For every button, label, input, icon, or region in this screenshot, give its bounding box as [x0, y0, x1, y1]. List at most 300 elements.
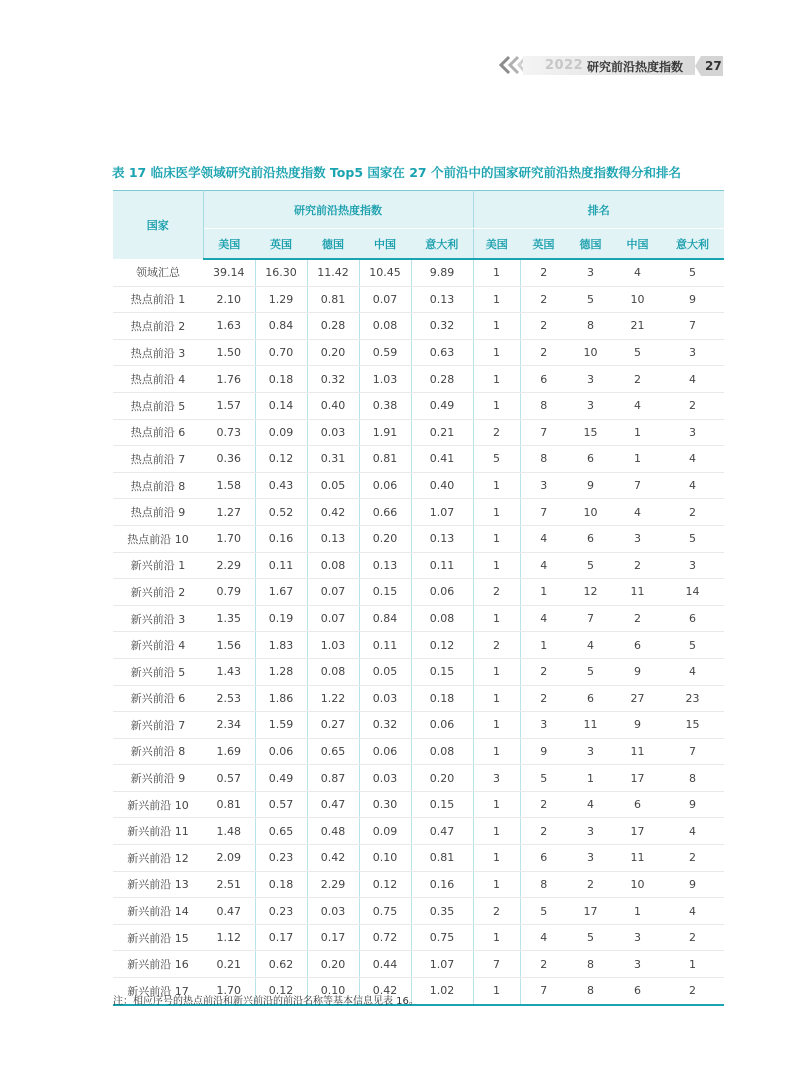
rank-cell: 1	[473, 552, 520, 579]
rank-cell: 7	[520, 978, 567, 1005]
rank-cell: 1	[473, 791, 520, 818]
score-cell: 0.06	[359, 738, 411, 765]
rank-country-header: 美国	[473, 229, 520, 260]
rank-country-header: 德国	[567, 229, 614, 260]
rank-cell: 11	[567, 712, 614, 739]
score-cell: 11.42	[307, 259, 359, 286]
rank-cell: 1	[520, 579, 567, 606]
table-body	[113, 259, 724, 1005]
score-cell: 0.62	[255, 951, 307, 978]
table-row	[113, 259, 724, 286]
score-cell: 0.35	[411, 898, 473, 925]
rank-cell: 1	[473, 978, 520, 1005]
row-label: 新兴前沿 4	[113, 632, 203, 659]
table-row	[113, 472, 724, 499]
table-row	[113, 392, 724, 419]
table-row	[113, 685, 724, 712]
score-cell: 2.10	[203, 286, 255, 313]
rank-cell: 6	[520, 366, 567, 393]
score-cell: 1.27	[203, 499, 255, 526]
rank-cell: 8	[520, 392, 567, 419]
score-cell: 0.03	[359, 765, 411, 792]
score-cell: 0.38	[359, 392, 411, 419]
score-cell: 0.13	[307, 525, 359, 552]
score-cell: 1.56	[203, 632, 255, 659]
rank-cell: 7	[520, 499, 567, 526]
table-row	[113, 818, 724, 845]
row-label: 新兴前沿 15	[113, 924, 203, 951]
rank-cell: 9	[614, 712, 661, 739]
score-cell: 1.69	[203, 738, 255, 765]
score-cell: 0.20	[307, 339, 359, 366]
rank-cell: 17	[614, 818, 661, 845]
rank-cell: 4	[614, 259, 661, 286]
rank-cell: 3	[567, 392, 614, 419]
rank-cell: 2	[520, 313, 567, 340]
score-cell: 0.09	[255, 419, 307, 446]
row-label: 热点前沿 1	[113, 286, 203, 313]
score-cell: 0.10	[359, 845, 411, 872]
score-cell: 1.03	[307, 632, 359, 659]
table-row	[113, 951, 724, 978]
score-cell: 1.43	[203, 658, 255, 685]
table-row	[113, 632, 724, 659]
score-cell: 0.08	[307, 552, 359, 579]
running-header	[497, 52, 725, 78]
table-row	[113, 579, 724, 606]
score-cell: 0.08	[359, 313, 411, 340]
rank-cell: 4	[614, 499, 661, 526]
rank-cell: 8	[567, 978, 614, 1005]
rank-cell: 1	[567, 765, 614, 792]
score-cell: 0.40	[411, 472, 473, 499]
score-cell: 0.49	[411, 392, 473, 419]
score-cell: 0.47	[203, 898, 255, 925]
score-country-header: 中国	[359, 229, 411, 260]
score-cell: 0.49	[255, 765, 307, 792]
score-cell: 0.08	[411, 605, 473, 632]
rank-cell: 6	[567, 525, 614, 552]
rank-cell: 1	[473, 605, 520, 632]
score-cell: 0.23	[255, 845, 307, 872]
rank-group-header: 排名	[473, 191, 724, 229]
row-label: 热点前沿 9	[113, 499, 203, 526]
rank-cell: 4	[661, 446, 724, 473]
table-row	[113, 791, 724, 818]
rank-cell: 4	[520, 552, 567, 579]
rank-cell: 6	[567, 685, 614, 712]
score-cell: 0.32	[307, 366, 359, 393]
score-country-header: 英国	[255, 229, 307, 260]
table-row	[113, 738, 724, 765]
rank-cell: 1	[473, 366, 520, 393]
row-label: 新兴前沿 17	[113, 978, 203, 1005]
rank-cell: 23	[661, 685, 724, 712]
rank-cell: 9	[661, 791, 724, 818]
row-label: 新兴前沿 16	[113, 951, 203, 978]
row-label: 热点前沿 5	[113, 392, 203, 419]
score-cell: 1.70	[203, 525, 255, 552]
score-cell: 1.58	[203, 472, 255, 499]
score-cell: 0.20	[411, 765, 473, 792]
score-cell: 0.07	[307, 605, 359, 632]
row-label: 热点前沿 3	[113, 339, 203, 366]
row-label: 新兴前沿 7	[113, 712, 203, 739]
rank-cell: 2	[661, 499, 724, 526]
data-table	[113, 190, 724, 1006]
rank-cell: 7	[520, 419, 567, 446]
score-cell: 0.07	[307, 579, 359, 606]
score-cell: 0.57	[203, 765, 255, 792]
row-label: 新兴前沿 10	[113, 791, 203, 818]
rank-cell: 4	[661, 472, 724, 499]
rank-cell: 2	[614, 605, 661, 632]
score-cell: 0.09	[359, 818, 411, 845]
score-country-header: 德国	[307, 229, 359, 260]
score-cell: 0.12	[359, 871, 411, 898]
row-label: 新兴前沿 14	[113, 898, 203, 925]
score-cell: 0.18	[255, 871, 307, 898]
rank-cell: 5	[473, 446, 520, 473]
rank-cell: 2	[473, 419, 520, 446]
row-label: 热点前沿 6	[113, 419, 203, 446]
score-cell: 0.17	[307, 924, 359, 951]
rank-cell: 3	[614, 951, 661, 978]
score-cell: 0.06	[255, 738, 307, 765]
rank-cell: 1	[473, 712, 520, 739]
rank-cell: 3	[661, 552, 724, 579]
score-country-header: 美国	[203, 229, 255, 260]
score-cell: 0.81	[307, 286, 359, 313]
rank-cell: 5	[520, 898, 567, 925]
score-cell: 0.48	[307, 818, 359, 845]
row-label: 新兴前沿 6	[113, 685, 203, 712]
rank-cell: 1	[473, 924, 520, 951]
score-cell: 0.32	[411, 313, 473, 340]
score-cell: 0.11	[359, 632, 411, 659]
rank-cell: 8	[567, 951, 614, 978]
rank-country-header: 英国	[520, 229, 567, 260]
rank-cell: 21	[614, 313, 661, 340]
rank-cell: 3	[661, 419, 724, 446]
table-row	[113, 286, 724, 313]
table-row	[113, 525, 724, 552]
rank-cell: 5	[567, 552, 614, 579]
score-cell: 1.35	[203, 605, 255, 632]
score-cell: 1.91	[359, 419, 411, 446]
rank-cell: 2	[567, 871, 614, 898]
table-row	[113, 712, 724, 739]
score-cell: 39.14	[203, 259, 255, 286]
rank-cell: 9	[520, 738, 567, 765]
rank-cell: 1	[473, 499, 520, 526]
score-cell: 0.08	[411, 738, 473, 765]
score-cell: 0.59	[359, 339, 411, 366]
table-row	[113, 339, 724, 366]
score-cell: 0.11	[255, 552, 307, 579]
table-row	[113, 658, 724, 685]
rank-cell: 2	[614, 552, 661, 579]
score-cell: 0.65	[307, 738, 359, 765]
rank-cell: 8	[567, 313, 614, 340]
rank-cell: 7	[473, 951, 520, 978]
score-cell: 10.45	[359, 259, 411, 286]
rank-cell: 2	[473, 632, 520, 659]
score-cell: 0.73	[203, 419, 255, 446]
score-cell: 0.79	[203, 579, 255, 606]
score-cell: 1.76	[203, 366, 255, 393]
rank-cell: 17	[567, 898, 614, 925]
row-label: 新兴前沿 11	[113, 818, 203, 845]
rank-cell: 8	[520, 446, 567, 473]
score-cell: 0.42	[307, 499, 359, 526]
rank-cell: 2	[520, 339, 567, 366]
score-country-header: 意大利	[411, 229, 473, 260]
rank-cell: 4	[520, 605, 567, 632]
score-cell: 0.18	[255, 366, 307, 393]
score-cell: 0.87	[307, 765, 359, 792]
table-row	[113, 446, 724, 473]
rank-cell: 2	[473, 898, 520, 925]
rank-cell: 10	[567, 499, 614, 526]
score-cell: 2.09	[203, 845, 255, 872]
score-cell: 2.53	[203, 685, 255, 712]
score-cell: 1.59	[255, 712, 307, 739]
score-cell: 0.44	[359, 951, 411, 978]
score-cell: 16.30	[255, 259, 307, 286]
score-cell: 0.15	[411, 658, 473, 685]
score-group-header: 研究前沿热度指数	[203, 191, 473, 229]
row-label: 热点前沿 4	[113, 366, 203, 393]
table-row	[113, 845, 724, 872]
rank-cell: 9	[567, 472, 614, 499]
rank-cell: 7	[661, 738, 724, 765]
table-row	[113, 366, 724, 393]
score-cell: 0.65	[255, 818, 307, 845]
score-cell: 0.42	[359, 978, 411, 1005]
row-label: 新兴前沿 8	[113, 738, 203, 765]
table-row	[113, 605, 724, 632]
header-year: 2022	[545, 58, 584, 73]
score-cell: 0.75	[411, 924, 473, 951]
score-cell: 0.27	[307, 712, 359, 739]
row-label: 热点前沿 2	[113, 313, 203, 340]
row-label: 新兴前沿 5	[113, 658, 203, 685]
rank-cell: 2	[473, 579, 520, 606]
score-cell: 0.06	[359, 472, 411, 499]
score-cell: 0.11	[411, 552, 473, 579]
rank-cell: 12	[567, 579, 614, 606]
rank-cell: 8	[661, 765, 724, 792]
score-cell: 0.75	[359, 898, 411, 925]
table-footnote: 注：相应序号的热点前沿和新兴前沿的前沿名称等基本信息见表 16。	[113, 996, 419, 1007]
score-cell: 0.17	[255, 924, 307, 951]
rank-cell: 7	[614, 472, 661, 499]
score-cell: 1.50	[203, 339, 255, 366]
score-cell: 0.30	[359, 791, 411, 818]
rank-cell: 6	[567, 446, 614, 473]
rank-cell: 1	[473, 286, 520, 313]
score-cell: 0.12	[255, 446, 307, 473]
score-cell: 0.13	[411, 525, 473, 552]
rank-cell: 10	[614, 871, 661, 898]
rank-cell: 1	[473, 871, 520, 898]
score-cell: 0.52	[255, 499, 307, 526]
rank-cell: 4	[661, 366, 724, 393]
score-cell: 1.28	[255, 658, 307, 685]
rank-cell: 6	[661, 605, 724, 632]
rank-cell: 9	[661, 286, 724, 313]
score-cell: 0.18	[411, 685, 473, 712]
rank-country-header: 中国	[614, 229, 661, 260]
score-cell: 0.15	[411, 791, 473, 818]
rank-cell: 3	[567, 366, 614, 393]
score-cell: 2.34	[203, 712, 255, 739]
rank-cell: 14	[661, 579, 724, 606]
rank-cell: 4	[661, 898, 724, 925]
score-cell: 1.02	[411, 978, 473, 1005]
score-cell: 0.36	[203, 446, 255, 473]
rank-cell: 1	[473, 313, 520, 340]
row-label: 热点前沿 10	[113, 525, 203, 552]
rank-cell: 1	[473, 472, 520, 499]
score-cell: 0.47	[411, 818, 473, 845]
score-cell: 0.16	[255, 525, 307, 552]
score-cell: 0.28	[411, 366, 473, 393]
score-cell: 0.13	[411, 286, 473, 313]
score-cell: 0.06	[411, 712, 473, 739]
rank-cell: 2	[520, 951, 567, 978]
rank-cell: 2	[661, 924, 724, 951]
row-label: 热点前沿 8	[113, 472, 203, 499]
row-label: 新兴前沿 1	[113, 552, 203, 579]
score-cell: 0.81	[411, 845, 473, 872]
score-cell: 0.57	[255, 791, 307, 818]
country-column-header: 国家	[113, 191, 203, 260]
rank-cell: 7	[567, 605, 614, 632]
score-cell: 9.89	[411, 259, 473, 286]
score-cell: 2.29	[307, 871, 359, 898]
score-cell: 0.23	[255, 898, 307, 925]
table-row	[113, 499, 724, 526]
row-label: 热点前沿 7	[113, 446, 203, 473]
rank-cell: 4	[567, 632, 614, 659]
rank-cell: 2	[661, 392, 724, 419]
rank-cell: 6	[520, 845, 567, 872]
table-row	[113, 924, 724, 951]
rank-cell: 10	[614, 286, 661, 313]
score-cell: 0.03	[307, 898, 359, 925]
rank-cell: 5	[567, 286, 614, 313]
country-subheader-row	[113, 229, 724, 260]
score-cell: 0.72	[359, 924, 411, 951]
score-cell: 0.84	[255, 313, 307, 340]
score-cell: 1.12	[203, 924, 255, 951]
rank-cell: 3	[567, 738, 614, 765]
score-cell: 0.03	[359, 685, 411, 712]
table-row	[113, 313, 724, 340]
rank-cell: 4	[520, 525, 567, 552]
table-row	[113, 871, 724, 898]
score-cell: 0.41	[411, 446, 473, 473]
rank-cell: 6	[614, 791, 661, 818]
rank-cell: 3	[520, 712, 567, 739]
rank-cell: 2	[614, 366, 661, 393]
score-cell: 1.07	[411, 499, 473, 526]
rank-cell: 1	[520, 632, 567, 659]
score-cell: 2.29	[203, 552, 255, 579]
rank-cell: 1	[614, 898, 661, 925]
rank-cell: 3	[567, 259, 614, 286]
rank-cell: 1	[473, 845, 520, 872]
rank-cell: 1	[473, 339, 520, 366]
score-cell: 1.07	[411, 951, 473, 978]
rank-cell: 2	[661, 845, 724, 872]
row-label: 新兴前沿 2	[113, 579, 203, 606]
rank-cell: 1	[473, 525, 520, 552]
rank-cell: 9	[614, 658, 661, 685]
score-cell: 1.70	[203, 978, 255, 1005]
rank-cell: 4	[614, 392, 661, 419]
rank-cell: 15	[661, 712, 724, 739]
rank-cell: 1	[614, 446, 661, 473]
score-cell: 0.84	[359, 605, 411, 632]
rank-cell: 10	[567, 339, 614, 366]
rank-country-header: 意大利	[661, 229, 724, 260]
rank-cell: 2	[520, 818, 567, 845]
score-cell: 0.03	[307, 419, 359, 446]
rank-cell: 2	[520, 286, 567, 313]
score-cell: 1.22	[307, 685, 359, 712]
score-cell: 0.19	[255, 605, 307, 632]
rank-cell: 3	[567, 818, 614, 845]
score-cell: 0.05	[307, 472, 359, 499]
rank-cell: 1	[473, 818, 520, 845]
page-number: 27	[705, 59, 722, 73]
score-cell: 0.14	[255, 392, 307, 419]
score-cell: 1.03	[359, 366, 411, 393]
score-cell: 0.05	[359, 658, 411, 685]
score-cell: 0.42	[307, 845, 359, 872]
header-section-title: 研究前沿热度指数	[587, 60, 684, 74]
rank-cell: 17	[614, 765, 661, 792]
score-cell: 0.15	[359, 579, 411, 606]
score-cell: 0.32	[359, 712, 411, 739]
score-cell: 1.67	[255, 579, 307, 606]
score-cell: 0.40	[307, 392, 359, 419]
score-cell: 0.81	[359, 446, 411, 473]
rank-cell: 11	[614, 845, 661, 872]
rank-cell: 6	[614, 978, 661, 1005]
score-cell: 1.86	[255, 685, 307, 712]
rank-cell: 11	[614, 579, 661, 606]
score-cell: 0.06	[411, 579, 473, 606]
score-cell: 0.43	[255, 472, 307, 499]
rank-cell: 4	[520, 924, 567, 951]
table-row	[113, 898, 724, 925]
rank-cell: 1	[661, 951, 724, 978]
rank-cell: 3	[614, 924, 661, 951]
table-row	[113, 765, 724, 792]
rank-cell: 7	[661, 313, 724, 340]
rank-cell: 5	[567, 658, 614, 685]
score-cell: 0.63	[411, 339, 473, 366]
rank-cell: 3	[614, 525, 661, 552]
rank-cell: 4	[661, 818, 724, 845]
score-cell: 1.57	[203, 392, 255, 419]
score-cell: 0.13	[359, 552, 411, 579]
rank-cell: 2	[520, 259, 567, 286]
